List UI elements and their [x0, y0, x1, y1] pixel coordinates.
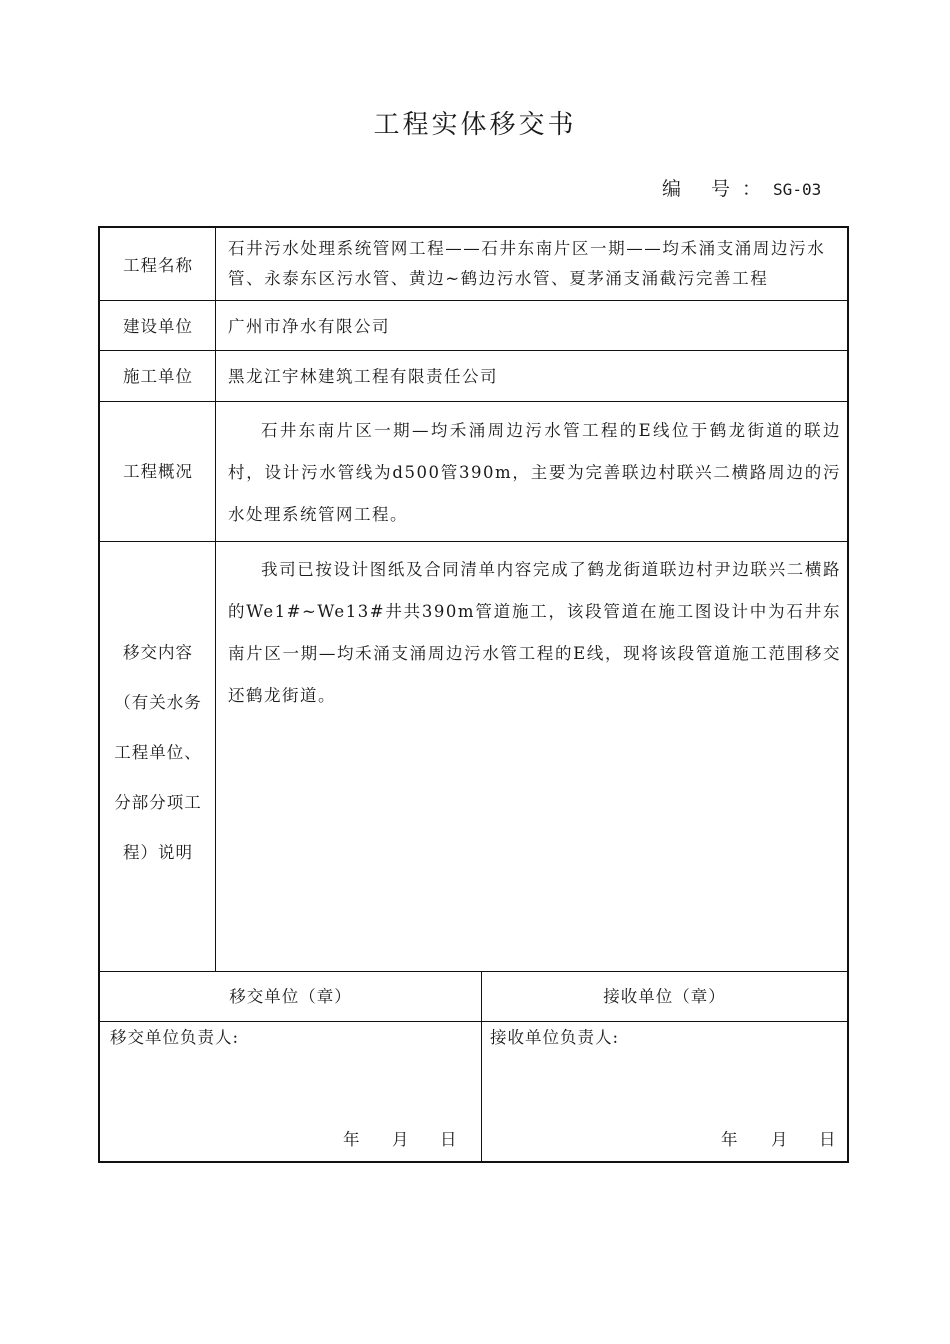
transferring-date-month: 月: [392, 1130, 409, 1149]
transferring-date-year: 年: [343, 1130, 360, 1149]
builder-label: 建设单位: [123, 317, 193, 336]
receiving-unit-seal-label: 接收单位（章）: [603, 987, 726, 1006]
handover-label: [100, 628, 216, 878]
handover-label-line: 工程单位、: [114, 743, 202, 762]
handover-label-line: 分部分项工: [114, 793, 202, 812]
overview-value: 石井东南片区一期—均禾涌周边污水管工程的E线位于鹤龙街道的联边村，设计污水管线为d500管390m，主要为完善联边村联兴二横路周边的污水处理系统管网工程。: [228, 421, 841, 524]
transferring-unit-seal-label: 移交单位（章）: [229, 987, 352, 1006]
receiving-date-day: 日: [819, 1130, 836, 1149]
handover-value: 我司已按设计图纸及合同清单内容完成了鹤龙街道联边村尹边联兴二横路的We1#~We13#井共390m管道施工，该段管道在施工图设计中为石井东南片区一期—均禾涌支涌周边污水管工程的E线，现将该段管道施工范围移交还鹤龙街道。: [228, 560, 841, 705]
handover-label-line: 程）说明: [123, 843, 193, 862]
document-number-label: 编 号：: [662, 178, 774, 200]
transferring-unit-responsible: 移交单位负责人:: [110, 1028, 240, 1047]
builder-value: 广州市净水有限公司: [228, 317, 390, 336]
row-divider: [100, 1021, 847, 1022]
project-name-label: 工程名称: [123, 256, 193, 275]
project-name-value: 石井污水处理系统管网工程——石井东南片区一期——均禾涌支涌周边污水管、永泰东区污水管、黄边~鹤边污水管、夏茅涌支涌截污完善工程: [228, 239, 826, 288]
overview-label: 工程概况: [123, 462, 193, 481]
contractor-value: 黑龙江宇林建筑工程有限责任公司: [228, 367, 498, 386]
document-number-value: SG-03: [773, 180, 822, 199]
row-divider: [100, 541, 847, 542]
transferring-date-day: 日: [440, 1130, 457, 1149]
row-divider: [100, 300, 847, 301]
contractor-label: 施工单位: [123, 367, 193, 386]
handover-label-line: （有关水务: [114, 693, 202, 712]
row-divider: [100, 401, 847, 402]
receiving-date-year: 年: [721, 1130, 738, 1149]
handover-label-line: 移交内容: [123, 643, 193, 662]
handover-table: [98, 226, 849, 1163]
document-title: 工程实体移交书: [373, 110, 577, 140]
receiving-unit-responsible: 接收单位负责人:: [490, 1028, 620, 1047]
row-divider: [100, 350, 847, 351]
document-number: [662, 174, 821, 201]
row-divider: [100, 971, 847, 972]
receiving-date-month: 月: [771, 1130, 788, 1149]
